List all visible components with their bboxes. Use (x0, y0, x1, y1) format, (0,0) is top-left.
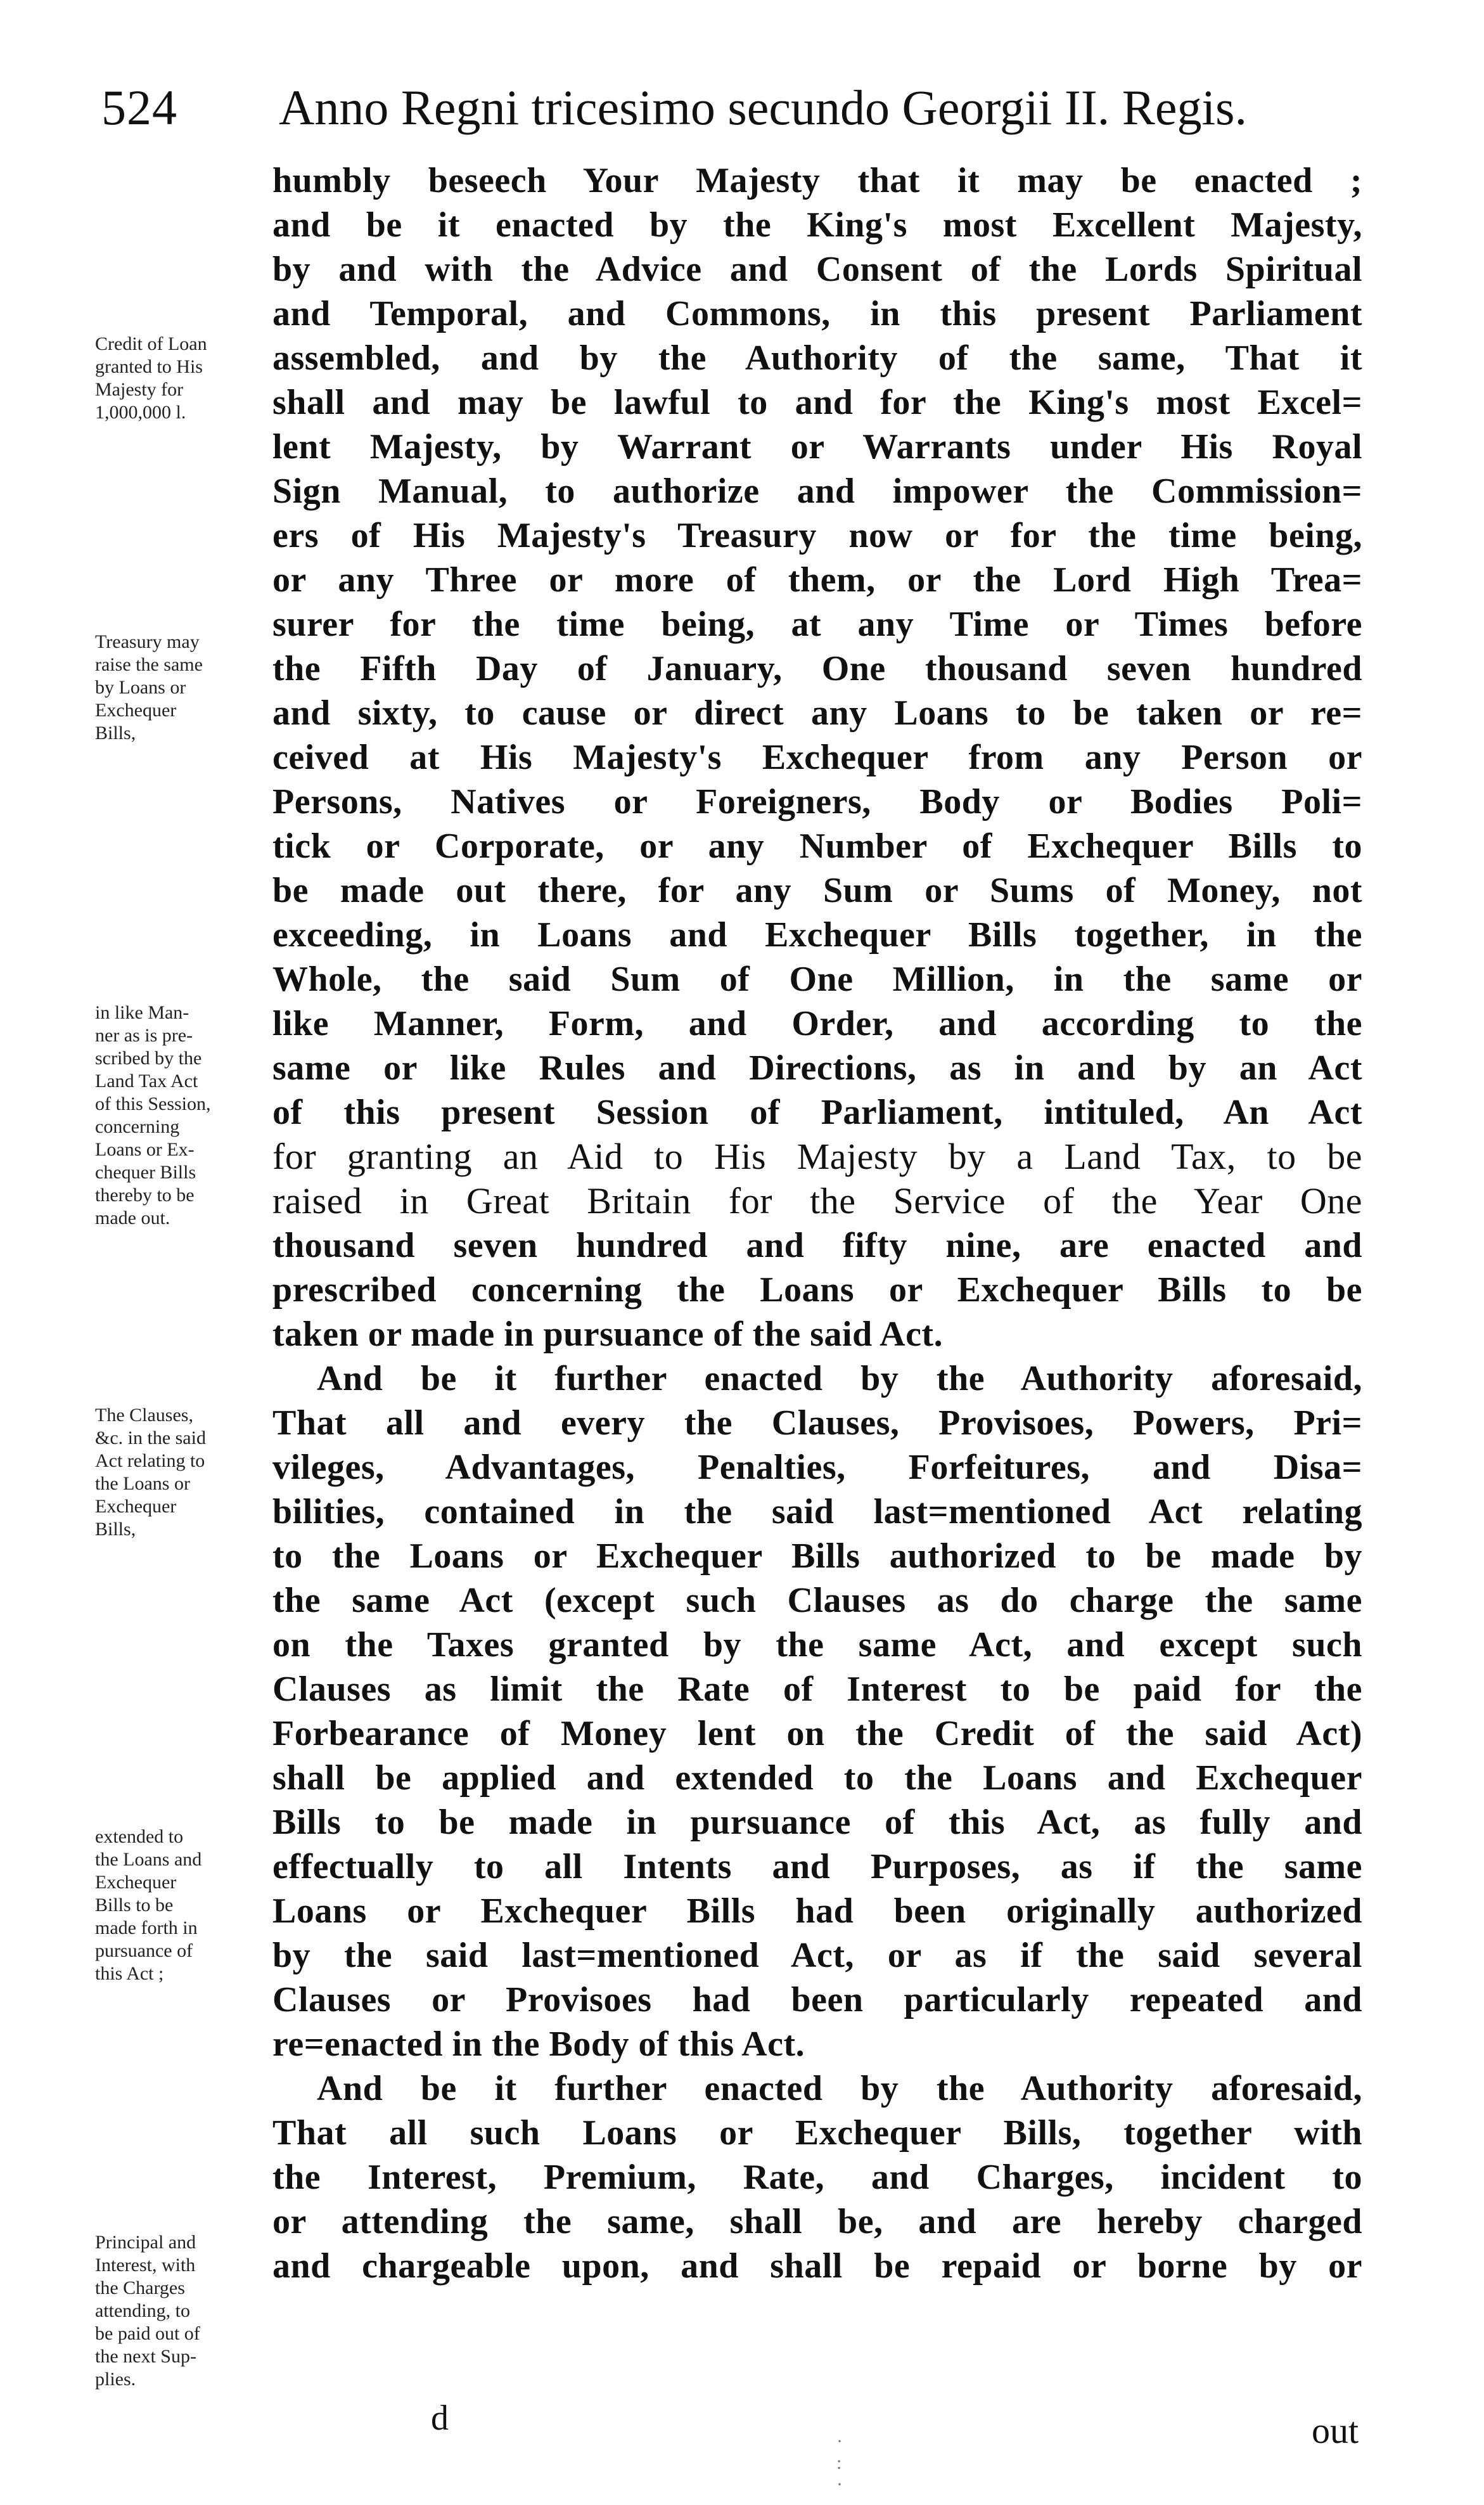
text-line: shall be applied and extended to the Loans and Exchequer (272, 1758, 1362, 1798)
text-line: on the Taxes granted by the same Act, and except such (272, 1625, 1362, 1665)
margin-note-line: Land Tax Act (95, 1071, 198, 1092)
text-line: lent Majesty, by Warrant or Warrants under His Royal (272, 427, 1362, 467)
margin-note-line: granted to His (95, 356, 203, 377)
text-line: Clauses as limit the Rate of Interest to be paid for the (272, 1670, 1362, 1709)
margin-note-line: Loans or Ex- (95, 1139, 195, 1160)
margin-note-line: ner as is pre- (95, 1025, 193, 1046)
margin-note-line: raise the same (95, 654, 203, 675)
margin-note-line: Act relating to (95, 1450, 205, 1471)
margin-note-line: the Loans and (95, 1849, 202, 1870)
signature-mark: d (431, 2399, 449, 2438)
margin-note-line: concerning (95, 1116, 180, 1137)
margin-note (95, 333, 279, 424)
text-line: tick or Corporate, or any Number of Exchequer Bills to (272, 827, 1362, 866)
text-line: vileges, Advantages, Penalties, Forfeitures, and Disa= (272, 1448, 1362, 1487)
text-line: Whole, the said Sum of One Million, in the same or (272, 960, 1362, 999)
text-line: be made out there, for any Sum or Sums of Money, not (272, 871, 1362, 910)
margin-note-line: Majesty for (95, 379, 184, 400)
text-line: shall and may be lawful to and for the King's most Excel= (272, 383, 1362, 422)
text-line: exceeding, in Loans and Exchequer Bills together, in the (272, 915, 1362, 955)
text-line: Loans or Exchequer Bills had been originally authorized (272, 1891, 1362, 1931)
margin-note-line: Exchequer (95, 700, 177, 721)
margin-note-line: the Loans or (95, 1473, 190, 1494)
text-line: re=enacted in the Body of this Act. (272, 2025, 805, 2064)
margin-note (95, 631, 279, 745)
margin-note-line: extended to (95, 1826, 184, 1847)
text-line: and sixty, to cause or direct any Loans to be taken or re= (272, 693, 1362, 733)
margin-note-line: Credit of Loan (95, 333, 207, 354)
catchword: out (1312, 2410, 1359, 2451)
text-line: by the said last=mentioned Act, or as if the said several (272, 1936, 1362, 1975)
margin-note-line: Treasury may (95, 631, 200, 652)
text-line: ers of His Majesty's Treasury now or for the time being, (272, 516, 1362, 555)
text-line: the Fifth Day of January, One thousand seven hundred (272, 649, 1362, 688)
text-line: humbly beseech Your Majesty that it may be enacted ; (272, 161, 1362, 200)
text-line: and be it enacted by the King's most Excellent Majesty, (272, 205, 1362, 245)
margin-note-line: by Loans or (95, 677, 186, 698)
text-line: And be it further enacted by the Authority aforesaid, (317, 2069, 1362, 2108)
text-line: effectually to all Intents and Purposes, as if the same (272, 1847, 1362, 1886)
margin-note-line: The Clauses, (95, 1405, 193, 1426)
page-number: 524 (101, 80, 177, 135)
text-line: for granting an Aid to His Majesty by a Land Tax, to be (272, 1136, 1362, 1177)
text-line: thousand seven hundred and fifty nine, are enacted and (272, 1226, 1362, 1265)
margin-note-line: Interest, with (95, 2255, 196, 2276)
margin-note-line: of this Session, (95, 1093, 211, 1114)
margin-note-line: the Charges (95, 2277, 185, 2298)
text-line: ceived at His Majesty's Exchequer from any Person or (272, 738, 1362, 777)
text-line: and chargeable upon, and shall be repaid or borne by or (272, 2246, 1362, 2286)
text-line: like Manner, Form, and Order, and according to the (272, 1004, 1362, 1043)
text-line: That all such Loans or Exchequer Bills, together with (272, 2113, 1362, 2153)
margin-note-line: Exchequer (95, 1872, 177, 1893)
text-line: raised in Great Britain for the Service of the Year One (272, 1180, 1362, 1221)
text-line: assembled, and by the Authority of the same, That it (272, 338, 1362, 378)
text-line: That all and every the Clauses, Provisoes, Powers, Pri= (272, 1403, 1362, 1443)
running-title: Anno Regni tricesimo secundo Georgii II. Regis. (279, 80, 1247, 135)
text-line: the same Act (except such Clauses as do charge the same (272, 1581, 1362, 1620)
margin-note-line: thereby to be (95, 1185, 195, 1206)
margin-note-line: made out. (95, 1207, 170, 1228)
margin-note-line: 1,000,000 l. (95, 402, 186, 423)
margin-note-line: made forth in (95, 1917, 198, 1938)
print-specks: · : · (836, 2431, 847, 2495)
text-line: Sign Manual, to authorize and impower the Commission= (272, 472, 1362, 511)
text-line: prescribed concerning the Loans or Exchequer Bills to be (272, 1270, 1362, 1310)
text-line: same or like Rules and Directions, as in and by an Act (272, 1048, 1362, 1088)
page-header (101, 76, 1407, 139)
margin-note-line: Bills, (95, 723, 136, 744)
margin-note-line: scribed by the (95, 1048, 202, 1069)
margin-note-line: pursuance of (95, 1940, 193, 1961)
margin-note-line: attending, to (95, 2300, 190, 2321)
margin-note-line: be paid out of (95, 2323, 200, 2344)
margin-note-line: Exchequer (95, 1496, 177, 1517)
margin-note-line: Bills, (95, 1519, 136, 1540)
margin-note (95, 2231, 279, 2391)
text-line: Forbearance of Money lent on the Credit of the said Act) (272, 1714, 1362, 1753)
margin-note-line: Bills to be (95, 1895, 174, 1916)
text-line: or attending the same, shall be, and are hereby charged (272, 2202, 1362, 2241)
body-text (272, 158, 1362, 2288)
text-line: surer for the time being, at any Time or Times before (272, 605, 1362, 644)
margin-note-line: plies. (95, 2369, 136, 2390)
text-line: to the Loans or Exchequer Bills authorized to be made by (272, 1536, 1362, 1576)
text-line: Bills to be made in pursuance of this Act, as fully and (272, 1803, 1362, 1842)
margin-note (95, 1826, 279, 1985)
text-line: of this present Session of Parliament, intituled, An Act (272, 1093, 1362, 1132)
margin-note-line: chequer Bills (95, 1162, 196, 1183)
text-line: or any Three or more of them, or the Lord High Trea= (272, 560, 1362, 600)
margin-note-line: Principal and (95, 2232, 196, 2253)
text-line: the Interest, Premium, Rate, and Charges, incident to (272, 2158, 1362, 2197)
margin-note-line: in like Man- (95, 1002, 189, 1023)
margin-note-line: &c. in the said (95, 1427, 206, 1448)
text-line: And be it further enacted by the Authority aforesaid, (317, 1359, 1362, 1398)
text-line: Persons, Natives or Foreigners, Body or Bodies Poli= (272, 782, 1362, 821)
margin-note-line: this Act ; (95, 1963, 164, 1984)
text-line: Clauses or Provisoes had been particularly repeated and (272, 1980, 1362, 2019)
text-line: and Temporal, and Commons, in this present Parliament (272, 294, 1362, 333)
text-line: by and with the Advice and Consent of the Lords Spiritual (272, 250, 1362, 289)
margin-note-line: the next Sup- (95, 2346, 196, 2367)
text-line: bilities, contained in the said last=mentioned Act relating (272, 1492, 1362, 1531)
margin-note (95, 1404, 279, 1541)
margin-note (95, 1001, 279, 1230)
text-line: taken or made in pursuance of the said Act. (272, 1315, 943, 1354)
